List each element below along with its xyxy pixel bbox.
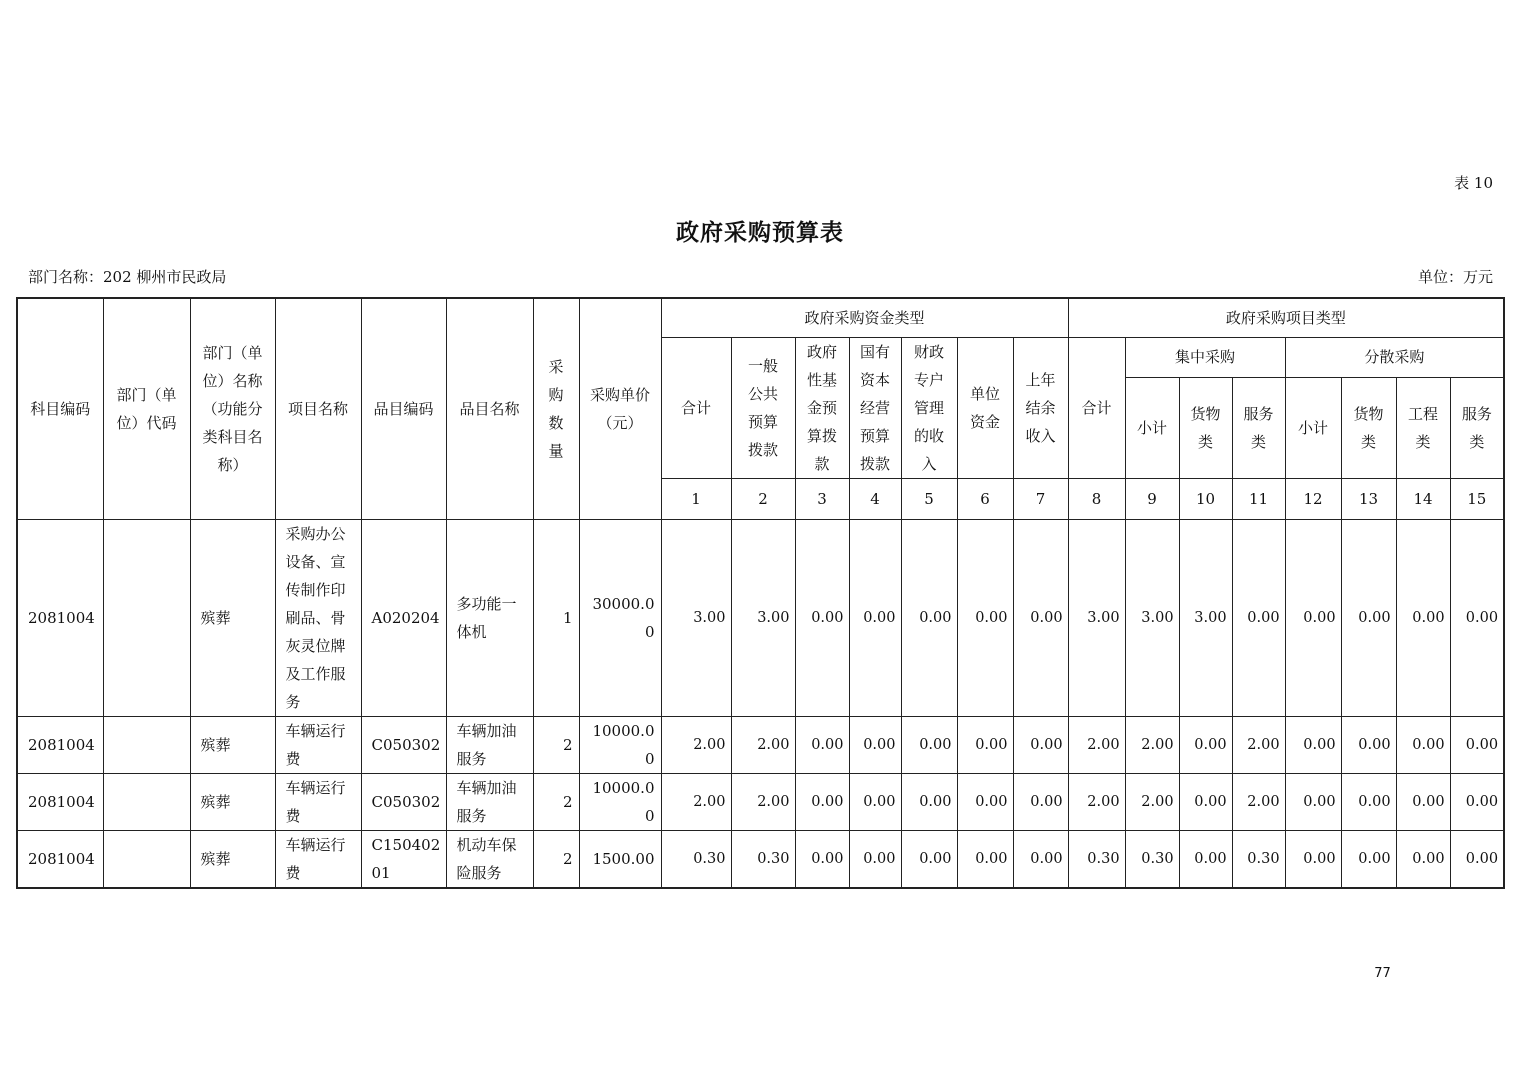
cell-value: 0.00 [1179, 830, 1232, 888]
cell-value: 0.00 [1179, 773, 1232, 830]
cell-value: 0.00 [1013, 830, 1068, 888]
cell-project-name: 车辆运行费 [275, 830, 361, 888]
cell-value: 0.00 [795, 830, 849, 888]
cell-item-code: A020204 [361, 519, 446, 716]
cell-value: 0.00 [1285, 830, 1341, 888]
cell-value: 0.00 [1396, 830, 1450, 888]
cell-subject-code: 2081004 [17, 519, 103, 716]
col-unit-fund: 单位资金 [957, 337, 1013, 478]
table-row [17, 830, 1504, 888]
cell-value: 2.00 [1068, 773, 1125, 830]
cell-value: 0.00 [1285, 773, 1341, 830]
col-central-subtotal: 小计 [1125, 377, 1179, 478]
col-unit-price: 采购单价（元） [579, 298, 661, 519]
cell-unit-price: 10000.00 [579, 773, 661, 830]
cell-subject-code: 2081004 [17, 716, 103, 773]
cell-value: 0.00 [901, 519, 957, 716]
cell-value: 0.00 [957, 716, 1013, 773]
col-project-name: 项目名称 [275, 298, 361, 519]
col-central-services: 服务类 [1232, 377, 1285, 478]
cell-value: 0.00 [849, 716, 901, 773]
table-row [17, 773, 1504, 830]
col-number: 5 [901, 478, 957, 519]
cell-project-name: 车辆运行费 [275, 716, 361, 773]
cell-value: 0.00 [1450, 830, 1504, 888]
cell-dept-code [103, 773, 190, 830]
group-fund-type: 政府采购资金类型 [661, 298, 1068, 337]
col-number: 4 [849, 478, 901, 519]
cell-value: 0.00 [1341, 519, 1396, 716]
cell-value: 0.00 [901, 830, 957, 888]
cell-value: 3.00 [1179, 519, 1232, 716]
cell-dept-code [103, 830, 190, 888]
col-number: 7 [1013, 478, 1068, 519]
cell-value: 0.00 [1013, 716, 1068, 773]
cell-value: 0.00 [1341, 773, 1396, 830]
cell-project-name: 采购办公设备、宣传制作印刷品、骨灰灵位牌及工作服务 [275, 519, 361, 716]
cell-value: 0.00 [849, 519, 901, 716]
cell-value: 0.00 [795, 716, 849, 773]
cell-value: 3.00 [661, 519, 731, 716]
cell-value: 0.00 [901, 773, 957, 830]
col-dept-name: 部门（单位）名称（功能分类科目名称） [190, 298, 275, 519]
cell-value: 2.00 [731, 773, 795, 830]
cell-item-name: 多功能一体机 [446, 519, 533, 716]
table-row [17, 519, 1504, 716]
col-fund-total: 合计 [661, 337, 731, 478]
col-number: 15 [1450, 478, 1504, 519]
cell-subject-code: 2081004 [17, 830, 103, 888]
cell-value: 0.30 [1125, 830, 1179, 888]
col-item-name: 品目名称 [446, 298, 533, 519]
cell-value: 0.00 [1450, 716, 1504, 773]
cell-value: 0.30 [1068, 830, 1125, 888]
table-row [17, 716, 1504, 773]
col-decentral-engineering: 工程类 [1396, 377, 1450, 478]
procurement-budget-table [16, 297, 1505, 889]
cell-dept-name: 殡葬 [190, 716, 275, 773]
col-decentral-services: 服务类 [1450, 377, 1504, 478]
col-special-account: 财政专户管理的收入 [901, 337, 957, 478]
page-title: 政府采购预算表 [676, 219, 844, 246]
col-number: 1 [661, 478, 731, 519]
cell-value: 0.00 [901, 716, 957, 773]
cell-item-code: C050302 [361, 773, 446, 830]
cell-value: 0.00 [1285, 716, 1341, 773]
cell-value: 0.30 [1232, 830, 1285, 888]
cell-item-name: 车辆加油服务 [446, 716, 533, 773]
col-number: 2 [731, 478, 795, 519]
cell-value: 0.00 [795, 773, 849, 830]
cell-item-name: 车辆加油服务 [446, 773, 533, 830]
cell-value: 0.00 [957, 773, 1013, 830]
cell-value: 2.00 [1232, 773, 1285, 830]
col-number: 13 [1341, 478, 1396, 519]
col-general-budget: 一般公共预算拨款 [731, 337, 795, 478]
cell-value: 0.00 [1396, 773, 1450, 830]
department-label: 部门名称：202 柳州市民政局 [28, 268, 227, 286]
cell-value: 0.00 [1232, 519, 1285, 716]
group-decentralized: 分散采购 [1285, 337, 1504, 377]
cell-value: 0.00 [1341, 830, 1396, 888]
col-number: 8 [1068, 478, 1125, 519]
cell-value: 0.00 [1179, 716, 1232, 773]
col-number: 10 [1179, 478, 1232, 519]
col-carryover: 上年结余收入 [1013, 337, 1068, 478]
cell-value: 0.00 [849, 830, 901, 888]
cell-item-code: C15040201 [361, 830, 446, 888]
col-number: 14 [1396, 478, 1450, 519]
cell-dept-code [103, 716, 190, 773]
cell-value: 0.00 [957, 830, 1013, 888]
cell-dept-name: 殡葬 [190, 773, 275, 830]
cell-quantity: 2 [533, 716, 579, 773]
col-number: 3 [795, 478, 849, 519]
cell-value: 2.00 [1125, 716, 1179, 773]
col-state-capital: 国有资本经营预算拨款 [849, 337, 901, 478]
cell-unit-price: 10000.00 [579, 716, 661, 773]
cell-dept-name: 殡葬 [190, 830, 275, 888]
cell-value: 0.00 [957, 519, 1013, 716]
cell-value: 2.00 [661, 716, 731, 773]
cell-quantity: 2 [533, 830, 579, 888]
cell-value: 3.00 [731, 519, 795, 716]
cell-value: 0.00 [1013, 519, 1068, 716]
cell-quantity: 2 [533, 773, 579, 830]
cell-dept-code [103, 519, 190, 716]
col-decentral-goods: 货物类 [1341, 377, 1396, 478]
cell-value: 0.00 [1341, 716, 1396, 773]
cell-value: 2.00 [1068, 716, 1125, 773]
cell-unit-price: 1500.00 [579, 830, 661, 888]
group-centralized: 集中采购 [1125, 337, 1285, 377]
cell-value: 0.00 [849, 773, 901, 830]
table-number: 表 10 [1454, 174, 1493, 192]
col-project-total: 合计 [1068, 337, 1125, 478]
group-project-type: 政府采购项目类型 [1068, 298, 1504, 337]
col-number: 6 [957, 478, 1013, 519]
cell-subject-code: 2081004 [17, 773, 103, 830]
col-quantity: 采购数量 [533, 298, 579, 519]
col-number: 11 [1232, 478, 1285, 519]
cell-project-name: 车辆运行费 [275, 773, 361, 830]
cell-quantity: 1 [533, 519, 579, 716]
cell-value: 2.00 [1232, 716, 1285, 773]
col-central-goods: 货物类 [1179, 377, 1232, 478]
cell-value: 3.00 [1068, 519, 1125, 716]
cell-value: 2.00 [1125, 773, 1179, 830]
cell-value: 3.00 [1125, 519, 1179, 716]
cell-value: 0.00 [795, 519, 849, 716]
col-subject-code: 科目编码 [17, 298, 103, 519]
cell-value: 0.00 [1285, 519, 1341, 716]
cell-value: 0.00 [1396, 716, 1450, 773]
cell-value: 0.00 [1396, 519, 1450, 716]
col-number: 9 [1125, 478, 1179, 519]
cell-item-name: 机动车保险服务 [446, 830, 533, 888]
cell-dept-name: 殡葬 [190, 519, 275, 716]
col-decentral-subtotal: 小计 [1285, 377, 1341, 478]
cell-unit-price: 30000.00 [579, 519, 661, 716]
cell-value: 2.00 [661, 773, 731, 830]
cell-value: 0.00 [1450, 773, 1504, 830]
col-gov-fund: 政府性基金预算拨款 [795, 337, 849, 478]
cell-item-code: C050302 [361, 716, 446, 773]
page-number: 77 [1374, 966, 1391, 981]
unit-label: 单位：万元 [1417, 268, 1493, 286]
cell-value: 0.00 [1450, 519, 1504, 716]
col-item-code: 品目编码 [361, 298, 446, 519]
cell-value: 2.00 [731, 716, 795, 773]
cell-value: 0.30 [661, 830, 731, 888]
col-dept-code: 部门（单位）代码 [103, 298, 190, 519]
col-number: 12 [1285, 478, 1341, 519]
cell-value: 0.00 [1013, 773, 1068, 830]
cell-value: 0.30 [731, 830, 795, 888]
